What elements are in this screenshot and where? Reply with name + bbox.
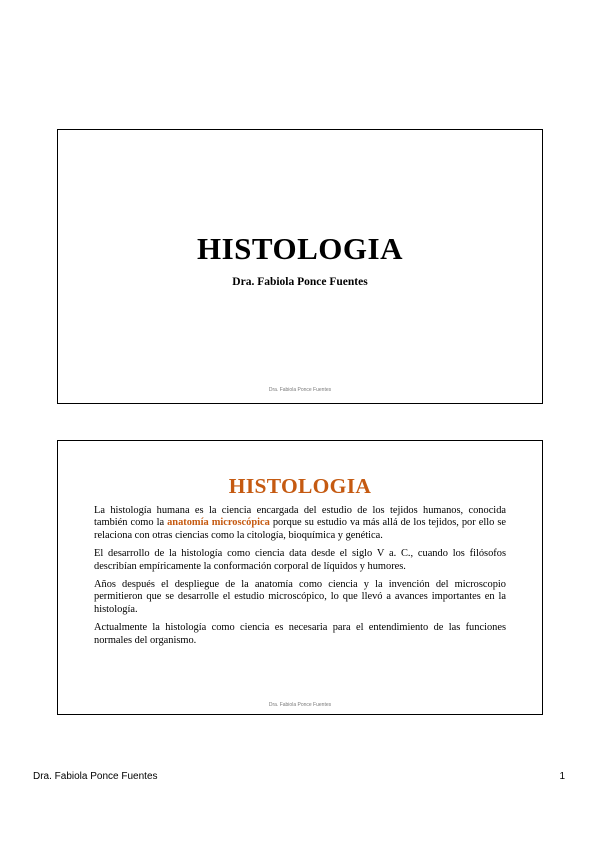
paragraph-1-text-b: porque su estudio va más allá de los tejidos, por ello se relaciona con otras ciencias como la citología, bioquímica y genética. — [94, 517, 506, 541]
slide-2-body — [94, 505, 506, 653]
slide-2-title: HISTOLOGIA — [228, 474, 372, 498]
slide-1-footer: Dra. Fabiola Ponce Fuentes — [268, 387, 332, 393]
paragraph-1 — [94, 505, 506, 542]
slide-1-title: HISTOLOGIA — [196, 231, 403, 266]
slide-2 — [57, 440, 543, 715]
highlight-term: anatomía microscópica — [167, 517, 270, 529]
paragraph-3: Años después el despliegue de la anatomía como ciencia y la invención del microscopio permitieron que se desarrolle el estudio microscópico, lo que llevó a avances importantes en la histología. — [94, 579, 506, 615]
slide-1 — [57, 129, 543, 404]
page-footer-author: Dra. Fabiola Ponce Fuentes — [33, 771, 158, 782]
slide-2-footer: Dra. Fabiola Ponce Fuentes — [268, 702, 332, 708]
slide-1-subtitle: Dra. Fabiola Ponce Fuentes — [232, 276, 368, 288]
paragraph-1-text-a: La histología humana es la ciencia encargada del estudio de los tejidos humanos, conocida también como la — [94, 505, 506, 529]
paragraph-2: El desarrollo de la histología como ciencia data desde el siglo V a. C., cuando los filósofos describían empíricamente la conformación corporal de líquidos y humores. — [94, 548, 506, 572]
paragraph-4: Actualmente la histología como ciencia es necesaria para el entendimiento de las funciones normales del organismo. — [94, 622, 506, 646]
page-number: 1 — [559, 771, 565, 782]
